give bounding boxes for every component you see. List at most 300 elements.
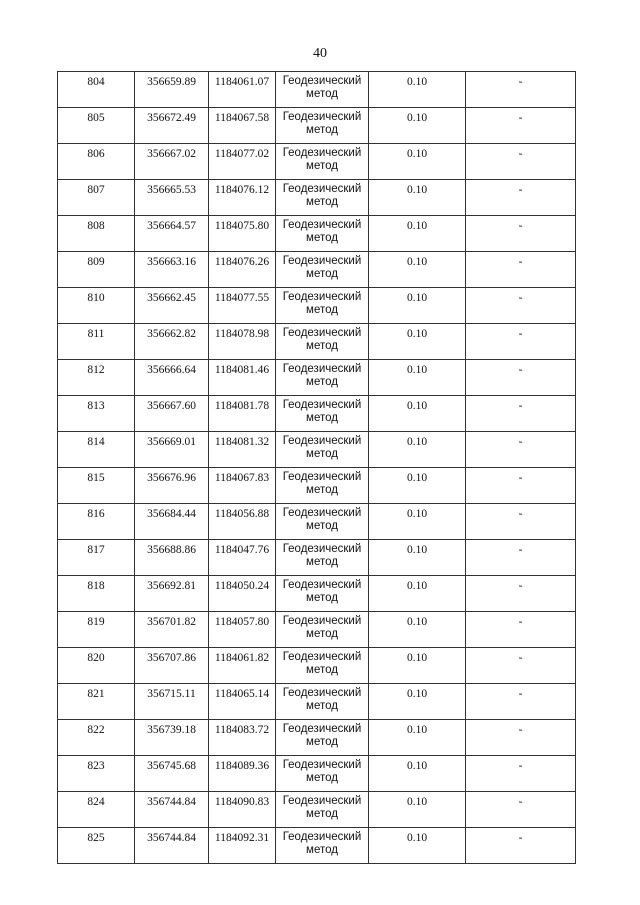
point-number-cell-value: 805 [87,112,105,124]
y-coordinate-cell-value: 1184081.46 [214,364,270,376]
x-coordinate-cell [135,828,209,864]
error-cell [369,180,466,216]
y-coordinate-cell [209,540,276,576]
method-line-2: метод [306,808,338,820]
note-cell [466,468,576,504]
error-cell [369,324,466,360]
x-coordinate-cell [135,504,209,540]
x-coordinate-cell [135,792,209,828]
y-coordinate-cell [209,684,276,720]
point-number-cell [58,756,135,792]
x-coordinate-cell-value: 356662.82 [147,328,196,340]
point-number-cell [58,252,135,288]
point-number-cell-value: 817 [87,544,105,556]
error-cell-value: 0.10 [406,400,428,412]
x-coordinate-cell-value: 356669.01 [147,436,196,448]
y-coordinate-cell-value: 1184090.83 [214,796,270,808]
x-coordinate-cell [135,756,209,792]
note-cell-value: - [518,112,523,124]
method-line-1: Геодезический [282,399,362,411]
coordinates-table-body [58,72,576,864]
point-number-cell-value: 815 [87,472,105,484]
method-line-1: Геодезический [282,759,362,771]
y-coordinate-cell [209,360,276,396]
method-line-1: Геодезический [282,327,362,339]
method-line-1: Геодезический [282,687,362,699]
error-cell-value: 0.10 [406,436,428,448]
point-number-cell [58,540,135,576]
table-row [58,144,576,180]
method-line-1: Геодезический [282,651,362,663]
y-coordinate-cell-value: 1184067.58 [214,112,270,124]
note-cell-value: - [518,472,523,484]
note-cell [466,684,576,720]
x-coordinate-cell-value: 356744.84 [147,796,196,808]
table-row [58,576,576,612]
point-number-cell [58,360,135,396]
note-cell-value: - [518,832,523,844]
y-coordinate-cell [209,792,276,828]
error-cell-value: 0.10 [406,148,428,160]
note-cell [466,432,576,468]
y-coordinate-cell-value: 1184075.80 [214,220,270,232]
error-cell [369,504,466,540]
table-row [58,756,576,792]
y-coordinate-cell-value: 1184076.12 [214,184,270,196]
error-cell-value: 0.10 [406,616,428,628]
y-coordinate-cell-value: 1184076.26 [214,256,270,268]
x-coordinate-cell [135,576,209,612]
note-cell [466,756,576,792]
x-coordinate-cell-value: 356739.18 [147,724,196,736]
x-coordinate-cell-value: 356667.60 [147,400,196,412]
method-cell [276,72,369,108]
method-line-1: Геодезический [282,219,362,231]
point-number-cell [58,684,135,720]
method-line-1: Геодезический [282,255,362,267]
table-row [58,180,576,216]
method-cell [276,792,369,828]
y-coordinate-cell-value: 1184067.83 [214,472,270,484]
point-number-cell [58,108,135,144]
method-cell [276,612,369,648]
method-cell [276,324,369,360]
method-cell [276,648,369,684]
note-cell [466,720,576,756]
x-coordinate-cell [135,324,209,360]
note-cell [466,216,576,252]
x-coordinate-cell [135,216,209,252]
x-coordinate-cell-value: 356672.49 [147,112,196,124]
table-row [58,432,576,468]
error-cell-value: 0.10 [406,364,428,376]
method-line-2: метод [306,592,338,604]
y-coordinate-cell-value: 1184089.36 [214,760,270,772]
method-line-1: Геодезический [282,543,362,555]
method-cell [276,504,369,540]
error-cell-value: 0.10 [406,652,428,664]
note-cell-value: - [518,220,523,232]
error-cell-value: 0.10 [406,472,428,484]
point-number-cell [58,576,135,612]
note-cell [466,576,576,612]
point-number-cell-value: 807 [87,184,105,196]
error-cell-value: 0.10 [406,256,428,268]
method-line-1: Геодезический [282,111,362,123]
table-row [58,72,576,108]
method-line-1: Геодезический [282,723,362,735]
method-line-1: Геодезический [282,615,362,627]
method-line-2: метод [306,664,338,676]
point-number-cell [58,612,135,648]
point-number-cell [58,432,135,468]
method-line-1: Геодезический [282,75,362,87]
x-coordinate-cell [135,180,209,216]
method-line-2: метод [306,340,338,352]
error-cell-value: 0.10 [406,508,428,520]
error-cell-value: 0.10 [406,76,428,88]
table-row [58,540,576,576]
note-cell-value: - [518,652,523,664]
error-cell-value: 0.10 [406,328,428,340]
table-row [58,684,576,720]
note-cell-value: - [518,688,523,700]
table-row [58,360,576,396]
method-line-1: Геодезический [282,147,362,159]
method-line-2: метод [306,232,338,244]
method-cell [276,360,369,396]
x-coordinate-cell-value: 356667.02 [147,148,196,160]
error-cell-value: 0.10 [406,292,428,304]
method-cell [276,684,369,720]
y-coordinate-cell-value: 1184092.31 [214,832,270,844]
method-cell [276,468,369,504]
point-number-cell-value: 820 [87,652,105,664]
method-line-2: метод [306,628,338,640]
note-cell-value: - [518,760,523,772]
y-coordinate-cell [209,216,276,252]
point-number-cell-value: 818 [87,580,105,592]
method-line-2: метод [306,556,338,568]
note-cell [466,612,576,648]
y-coordinate-cell-value: 1184078.98 [214,328,270,340]
method-line-2: метод [306,520,338,532]
note-cell [466,504,576,540]
y-coordinate-cell-value: 1184077.55 [214,292,270,304]
y-coordinate-cell [209,324,276,360]
error-cell [369,648,466,684]
table-row [58,396,576,432]
method-cell [276,252,369,288]
table-row [58,216,576,252]
x-coordinate-cell [135,684,209,720]
method-cell [276,540,369,576]
y-coordinate-cell-value: 1184047.76 [214,544,270,556]
point-number-cell-value: 808 [87,220,105,232]
note-cell [466,648,576,684]
point-number-cell [58,72,135,108]
y-coordinate-cell-value: 1184050.24 [214,580,270,592]
y-coordinate-cell [209,756,276,792]
method-cell [276,720,369,756]
method-line-2: метод [306,124,338,136]
error-cell [369,360,466,396]
note-cell-value: - [518,796,523,808]
point-number-cell-value: 823 [87,760,105,772]
error-cell [369,396,466,432]
point-number-cell-value: 825 [87,832,105,844]
error-cell-value: 0.10 [406,688,428,700]
y-coordinate-cell [209,144,276,180]
method-line-1: Геодезический [282,363,362,375]
x-coordinate-cell-value: 356688.86 [147,544,196,556]
table-row [58,828,576,864]
y-coordinate-cell [209,252,276,288]
error-cell-value: 0.10 [406,796,428,808]
x-coordinate-cell-value: 356684.44 [147,508,196,520]
table-row [58,252,576,288]
method-line-2: метод [306,88,338,100]
y-coordinate-cell [209,432,276,468]
error-cell [369,756,466,792]
error-cell [369,576,466,612]
note-cell-value: - [518,256,523,268]
error-cell [369,72,466,108]
x-coordinate-cell-value: 356659.89 [147,76,196,88]
x-coordinate-cell-value: 356745.68 [147,760,196,772]
y-coordinate-cell-value: 1184081.78 [214,400,270,412]
x-coordinate-cell-value: 356664.57 [147,220,196,232]
note-cell-value: - [518,544,523,556]
error-cell [369,108,466,144]
y-coordinate-cell-value: 1184081.32 [214,436,270,448]
y-coordinate-cell [209,504,276,540]
table-row [58,504,576,540]
method-cell [276,144,369,180]
point-number-cell [58,468,135,504]
method-line-2: метод [306,304,338,316]
error-cell-value: 0.10 [406,112,428,124]
method-line-2: метод [306,412,338,424]
method-line-1: Геодезический [282,291,362,303]
x-coordinate-cell-value: 356701.82 [147,616,196,628]
method-line-2: метод [306,700,338,712]
y-coordinate-cell [209,72,276,108]
point-number-cell [58,216,135,252]
note-cell-value: - [518,184,523,196]
error-cell [369,468,466,504]
method-cell [276,288,369,324]
point-number-cell-value: 809 [87,256,105,268]
method-line-2: метод [306,196,338,208]
error-cell [369,432,466,468]
error-cell [369,216,466,252]
x-coordinate-cell-value: 356665.53 [147,184,196,196]
y-coordinate-cell [209,108,276,144]
y-coordinate-cell-value: 1184061.82 [214,652,270,664]
point-number-cell-value: 821 [87,688,105,700]
table-row [58,288,576,324]
point-number-cell-value: 813 [87,400,105,412]
error-cell [369,288,466,324]
table-row [58,612,576,648]
y-coordinate-cell [209,648,276,684]
y-coordinate-cell [209,720,276,756]
method-line-1: Геодезический [282,795,362,807]
method-line-2: метод [306,844,338,856]
error-cell [369,720,466,756]
point-number-cell [58,504,135,540]
point-number-cell-value: 814 [87,436,105,448]
x-coordinate-cell [135,540,209,576]
note-cell-value: - [518,148,523,160]
note-cell [466,252,576,288]
error-cell-value: 0.10 [406,724,428,736]
table-row [58,324,576,360]
error-cell [369,828,466,864]
y-coordinate-cell-value: 1184056.88 [214,508,270,520]
method-line-2: метод [306,376,338,388]
x-coordinate-cell [135,720,209,756]
y-coordinate-cell-value: 1184083.72 [214,724,270,736]
x-coordinate-cell [135,288,209,324]
y-coordinate-cell-value: 1184077.02 [214,148,270,160]
method-cell [276,108,369,144]
point-number-cell-value: 822 [87,724,105,736]
point-number-cell [58,648,135,684]
method-cell [276,396,369,432]
note-cell [466,396,576,432]
note-cell [466,360,576,396]
note-cell-value: - [518,436,523,448]
note-cell-value: - [518,364,523,376]
x-coordinate-cell [135,612,209,648]
point-number-cell-value: 819 [87,616,105,628]
x-coordinate-cell [135,432,209,468]
error-cell-value: 0.10 [406,184,428,196]
note-cell [466,288,576,324]
coordinates-table [57,71,576,864]
method-cell [276,216,369,252]
x-coordinate-cell-value: 356692.81 [147,580,196,592]
method-cell [276,828,369,864]
method-cell [276,180,369,216]
x-coordinate-cell-value: 356744.84 [147,832,196,844]
method-line-2: метод [306,268,338,280]
y-coordinate-cell-value: 1184065.14 [214,688,270,700]
note-cell [466,108,576,144]
point-number-cell [58,828,135,864]
y-coordinate-cell [209,180,276,216]
x-coordinate-cell-value: 356676.96 [147,472,196,484]
y-coordinate-cell [209,612,276,648]
point-number-cell-value: 824 [87,796,105,808]
note-cell-value: - [518,508,523,520]
note-cell [466,144,576,180]
note-cell-value: - [518,328,523,340]
x-coordinate-cell-value: 356715.11 [147,688,196,700]
error-cell [369,252,466,288]
point-number-cell-value: 812 [87,364,105,376]
note-cell-value: - [518,616,523,628]
error-cell [369,144,466,180]
x-coordinate-cell [135,108,209,144]
note-cell [466,540,576,576]
x-coordinate-cell [135,468,209,504]
point-number-cell-value: 810 [87,292,105,304]
table-row [58,468,576,504]
point-number-cell [58,396,135,432]
y-coordinate-cell [209,468,276,504]
method-line-1: Геодезический [282,507,362,519]
x-coordinate-cell [135,252,209,288]
method-line-2: метод [306,160,338,172]
method-line-2: метод [306,448,338,460]
note-cell-value: - [518,580,523,592]
x-coordinate-cell-value: 356663.16 [147,256,196,268]
error-cell-value: 0.10 [406,832,428,844]
note-cell [466,72,576,108]
point-number-cell-value: 806 [87,148,105,160]
method-cell [276,432,369,468]
point-number-cell-value: 804 [87,76,105,88]
method-line-1: Геодезический [282,183,362,195]
y-coordinate-cell-value: 1184057.80 [214,616,270,628]
note-cell [466,828,576,864]
method-line-2: метод [306,736,338,748]
method-line-1: Геодезический [282,435,362,447]
method-line-2: метод [306,772,338,784]
x-coordinate-cell [135,72,209,108]
x-coordinate-cell [135,648,209,684]
method-line-2: метод [306,484,338,496]
point-number-cell [58,720,135,756]
y-coordinate-cell-value: 1184061.07 [214,76,270,88]
point-number-cell [58,180,135,216]
y-coordinate-cell [209,576,276,612]
error-cell [369,612,466,648]
point-number-cell [58,144,135,180]
note-cell-value: - [518,292,523,304]
error-cell-value: 0.10 [406,760,428,772]
error-cell-value: 0.10 [406,544,428,556]
method-line-1: Геодезический [282,471,362,483]
note-cell-value: - [518,76,523,88]
method-cell [276,576,369,612]
table-row [58,648,576,684]
x-coordinate-cell [135,360,209,396]
table-row [58,792,576,828]
x-coordinate-cell [135,144,209,180]
error-cell-value: 0.10 [406,220,428,232]
error-cell [369,540,466,576]
note-cell [466,792,576,828]
note-cell-value: - [518,724,523,736]
x-coordinate-cell-value: 356707.86 [147,652,196,664]
y-coordinate-cell [209,288,276,324]
error-cell [369,684,466,720]
x-coordinate-cell-value: 356666.64 [147,364,196,376]
point-number-cell [58,288,135,324]
error-cell [369,792,466,828]
note-cell [466,324,576,360]
method-line-1: Геодезический [282,579,362,591]
point-number-cell [58,324,135,360]
point-number-cell-value: 811 [87,328,105,340]
method-cell [276,756,369,792]
y-coordinate-cell [209,828,276,864]
page-number: 40 [313,46,327,61]
